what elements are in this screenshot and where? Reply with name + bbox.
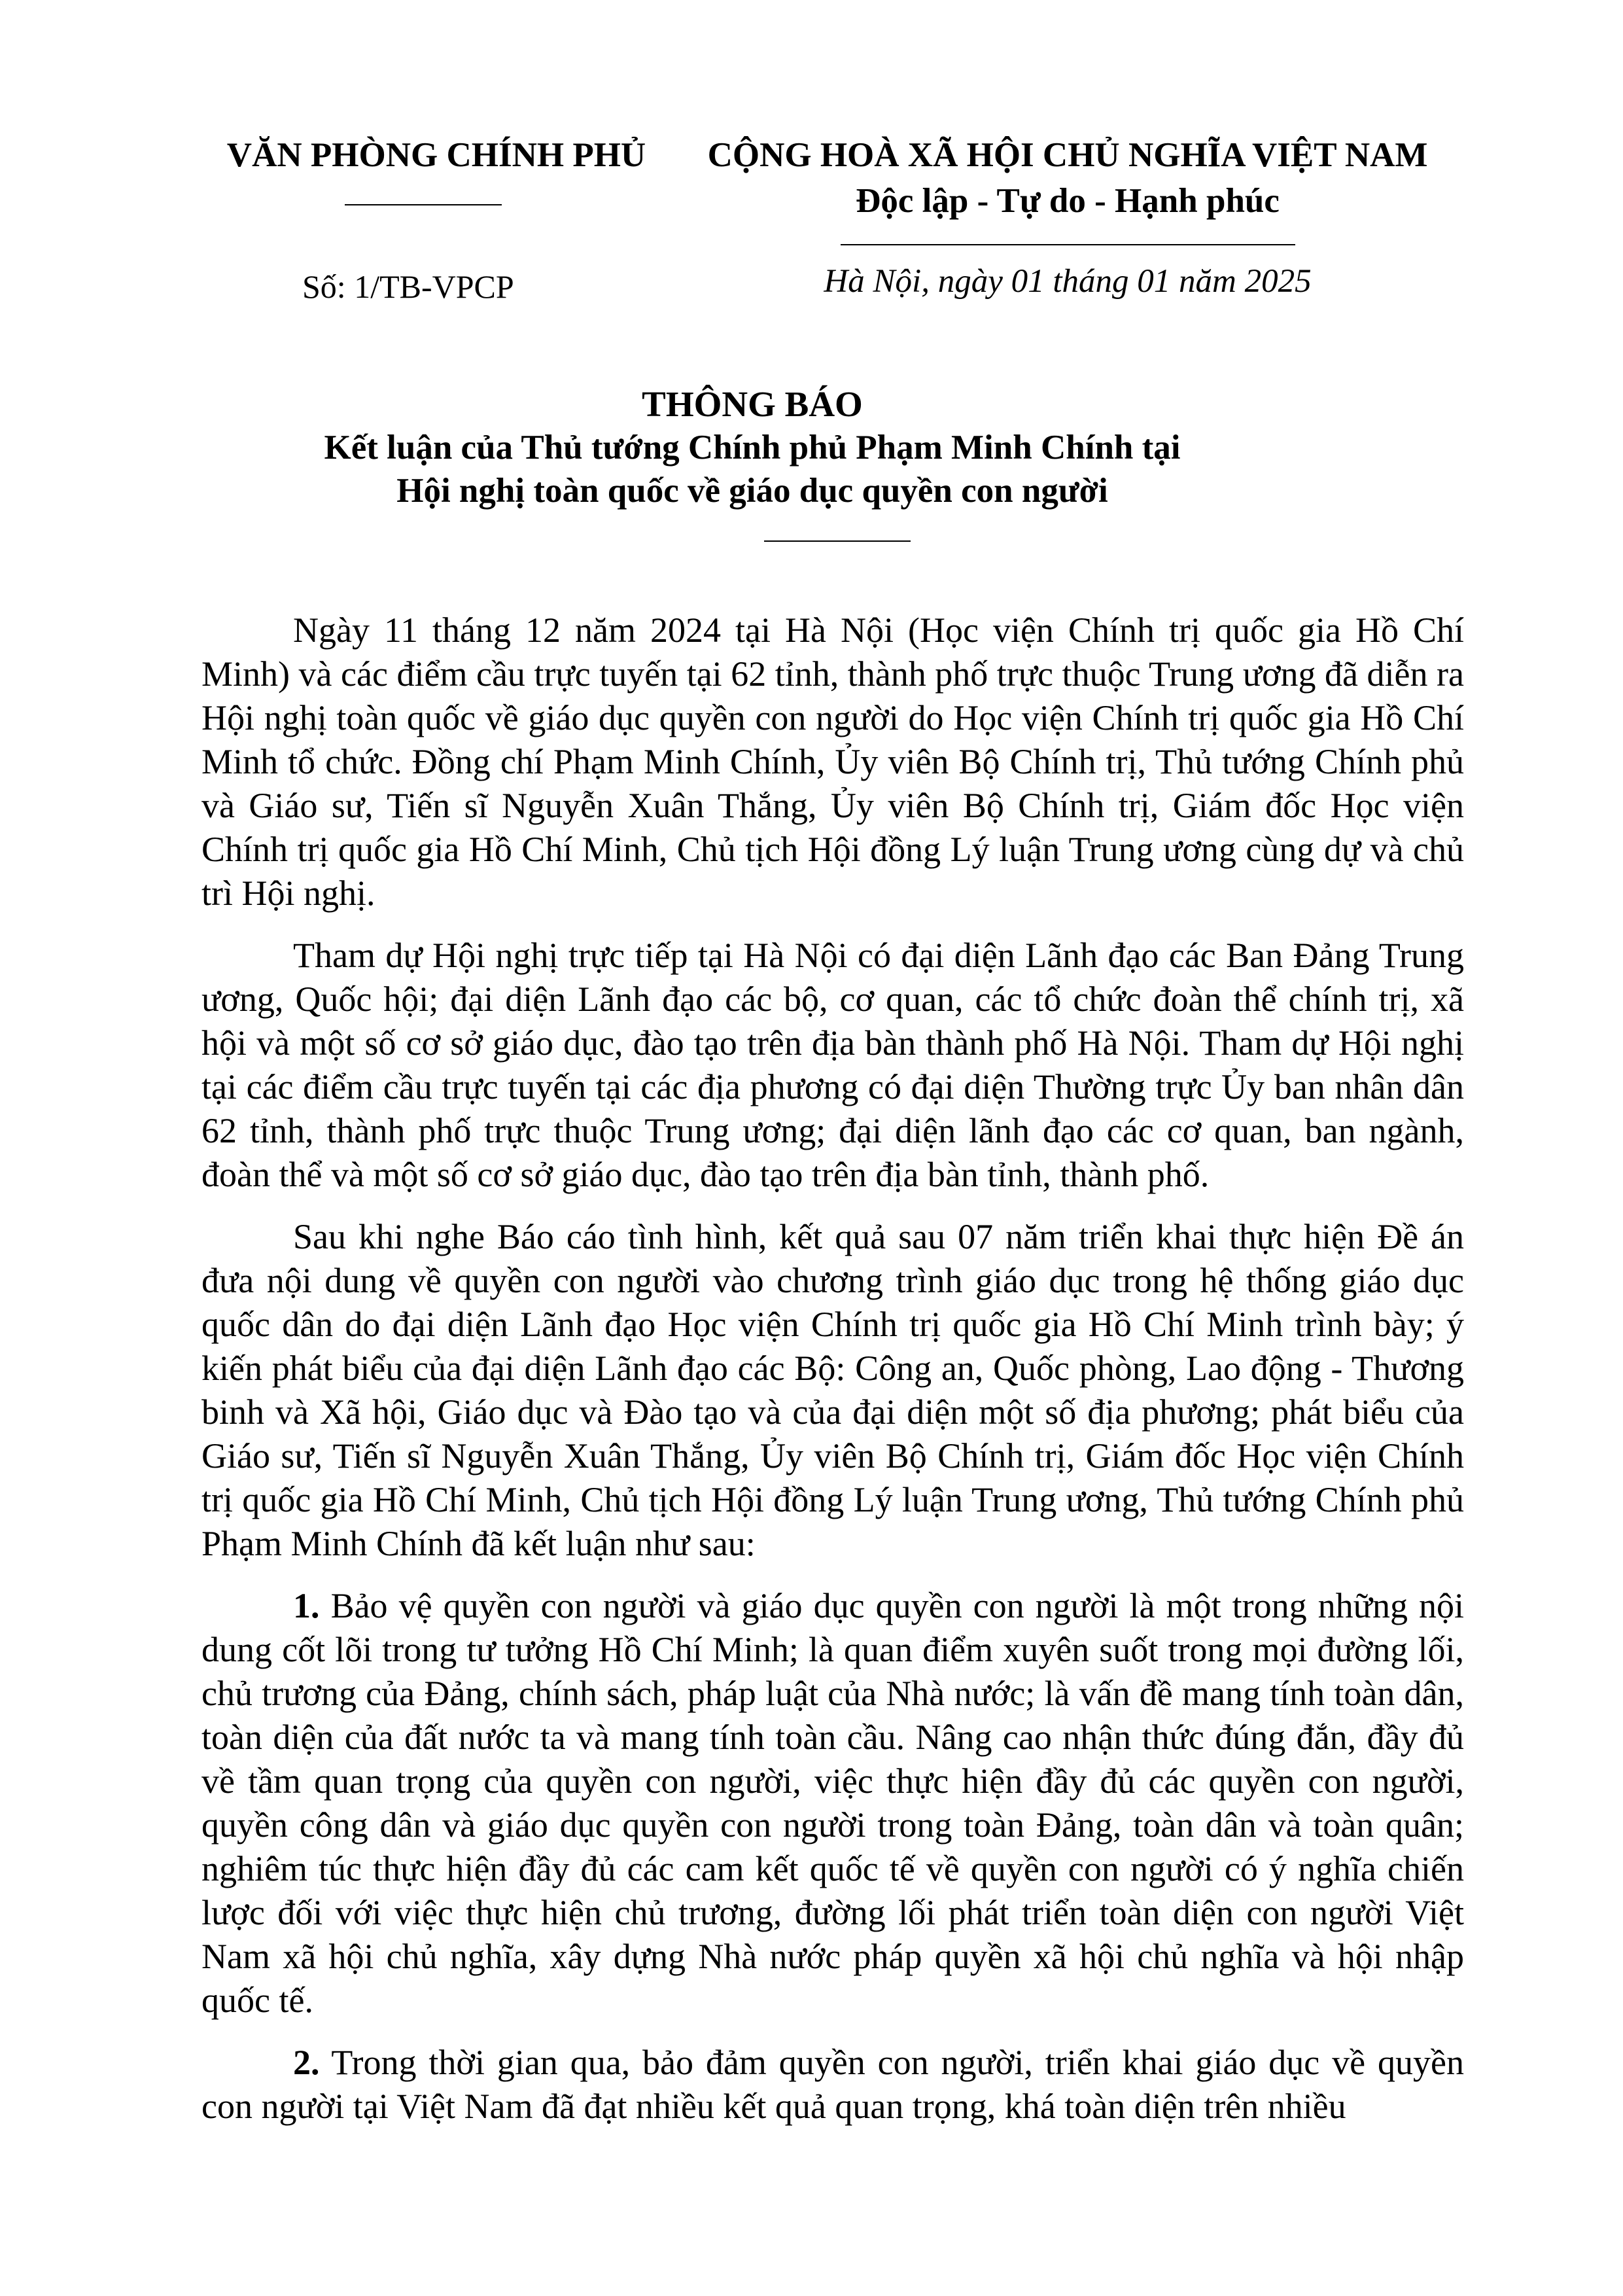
item-2-text: Trong thời gian qua, bảo đảm quyền con người, triển khai giáo dục về quyền con người tại Việt Nam đã đạt nhiều kết quả quan trọng, khá toàn diện trên nhiều [201,2043,1464,2126]
document-type-title: THÔNG BÁO [642,384,863,424]
conclusion-item-2 [201,2041,1464,2128]
document-body [201,609,1464,2128]
paragraph-opening: Ngày 11 tháng 12 năm 2024 tại Hà Nội (Học viện Chính trị quốc gia Hồ Chí Minh) và các điểm cầu trực tuyến tại 62 tỉnh, thành phố trực thuộc Trung ương đã diễn ra Hội nghị toàn quốc về giáo dục quyền con người do Học viện Chính trị quốc gia Hồ Chí Minh tổ chức. Đồng chí Phạm Minh Chính, Ủy viên Bộ Chính trị, Thủ tướng Chính phủ và Giáo sư, Tiến sĩ Nguyễn Xuân Thắng, Ủy viên Bộ Chính trị, Giám đốc Học viện Chính trị quốc gia Hồ Chí Minh, Chủ tịch Hội đồng Lý luận Trung ương cùng dự và chủ trì Hội nghị. [201,610,1464,913]
national-motto: Độc lập - Tự do - Hạnh phúc [856,182,1280,220]
issuing-agency: VĂN PHÒNG CHÍNH PHỦ [226,136,646,174]
conclusion-item-1 [201,1584,1464,2022]
paragraph-participants: Tham dự Hội nghị trực tiếp tại Hà Nội có đại diện Lãnh đạo các Ban Đảng Trung ương, Quốc hội; đại diện Lãnh đạo các bộ, cơ quan, các tổ chức đoàn thể chính trị, xã hội và một số cơ sở giáo dục, đào tạo trên địa bàn thành phố Hà Nội. Tham dự Hội nghị tại các điểm cầu trực tuyến tại các địa phương có đại diện Thường trực Ủy ban nhân dân 62 tỉnh, thành phố trực thuộc Trung ương; đại diện lãnh đạo các cơ quan, ban ngành, đoàn thể và một số cơ sở giáo dục, đào tạo trên địa bàn tỉnh, thành phố. [201,936,1464,1194]
motto-underline [841,244,1295,245]
paragraph-conclusion-intro: Sau khi nghe Báo cáo tình hình, kết quả sau 07 năm triển khai thực hiện Đề án đưa nội dung về quyền con người vào chương trình giáo dục trong hệ thống giáo dục quốc dân do đại diện Lãnh đạo Học viện Chính trị quốc gia Hồ Chí Minh trình bày; ý kiến phát biểu của đại diện Lãnh đạo các Bộ: Công an, Quốc phòng, Lao động - Thương binh và Xã hội, Giáo dục và Đào tạo và của đại diện một số địa phương; phát biểu của Giáo sư, Tiến sĩ Nguyễn Xuân Thắng, Ủy viên Bộ Chính trị, Giám đốc Học viện Chính trị quốc gia Hồ Chí Minh, Chủ tịch Hội đồng Lý luận Trung ương, Thủ tướng Chính phủ Phạm Minh Chính đã kết luận như sau: [201,1217,1464,1563]
item-1-text: Bảo vệ quyền con người và giáo dục quyền con người là một trong những nội dung cốt lõi trong tư tưởng Hồ Chí Minh; là quan điểm xuyên suốt trong mọi đường lối, chủ trương của Đảng, chính sách, pháp luật của Nhà nước; là vấn đề mang tính toàn dân, toàn diện của đất nước ta và mang tính toàn cầu. Nâng cao nhận thức đúng đắn, đầy đủ về tầm quan trọng của quyền con người, việc thực hiện đầy đủ các quyền con người, quyền công dân và giáo dục quyền con người trong toàn Đảng, toàn dân và toàn quân; nghiêm túc thực hiện đầy đủ các cam kết quốc tế về quyền con người có ý nghĩa chiến lược đối với việc thực hiện chủ trương, đường lối phát triển toàn diện con người Việt Nam xã hội chủ nghĩa, xây dựng Nhà nước pháp quyền xã hội chủ nghĩa và hội nhập quốc tế. [201,1586,1464,2020]
document-subject-line-1: Kết luận của Thủ tướng Chính phủ Phạm Minh Chính tại [324,429,1181,467]
item-1-number: 1. [293,1586,320,1625]
document-number: Số: 1/TB-VPCP [302,268,514,305]
document-subject-line-2: Hội nghị toàn quốc về giáo dục quyền con người [396,472,1108,510]
agency-underline [345,204,502,205]
document-title-block [164,383,1341,512]
title-underline [764,540,911,542]
item-2-number: 2. [293,2043,320,2082]
place-and-date: Hà Nội, ngày 01 tháng 01 năm 2025 [824,263,1312,300]
nation-name: CỘNG HOÀ XÃ HỘI CHỦ NGHĨA VIỆT NAM [707,136,1428,174]
